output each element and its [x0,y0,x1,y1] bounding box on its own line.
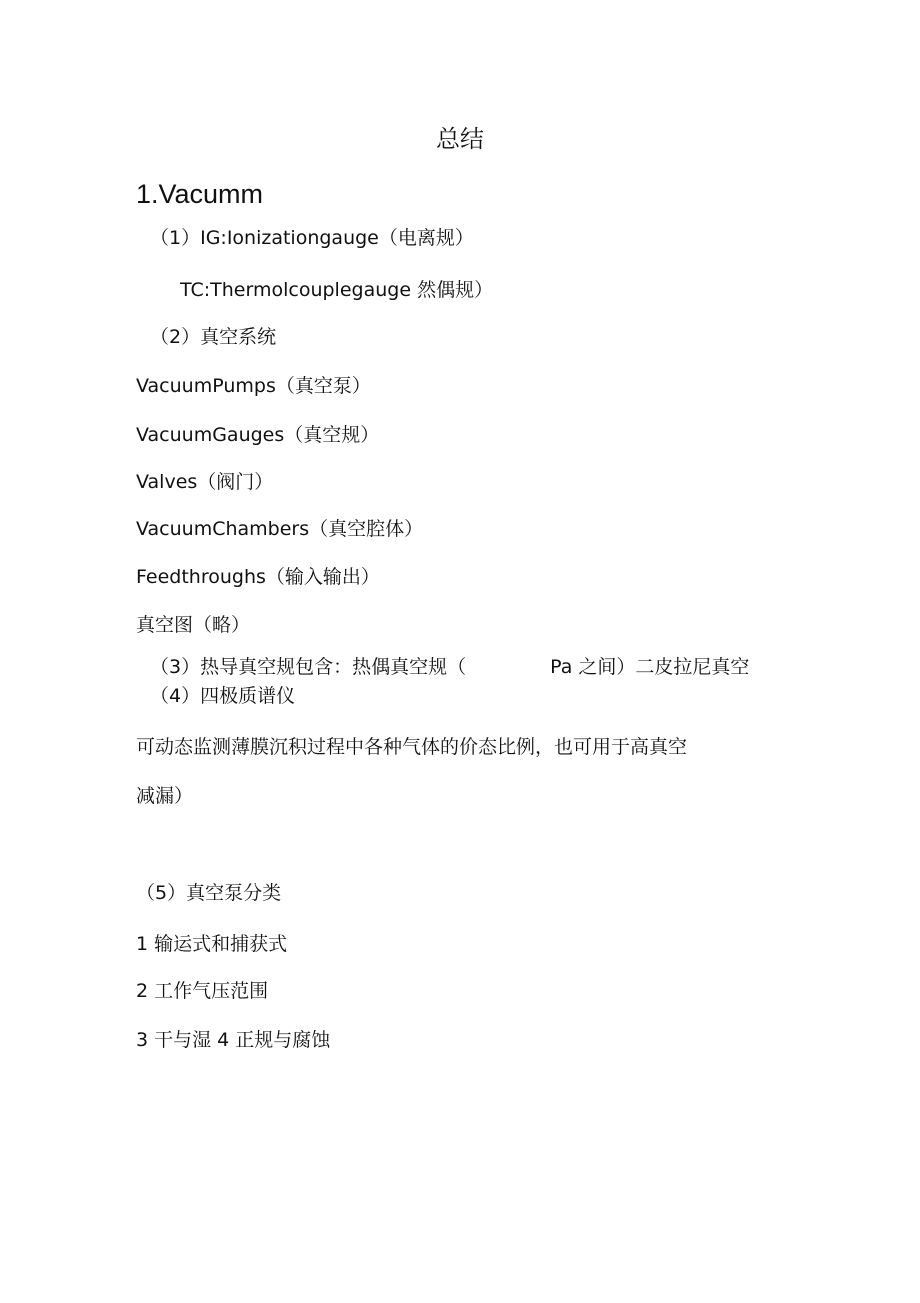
tc-line: TC:Thermolcouplegauge 然偶规） [180,279,494,301]
classification-item-1: 1 输运式和捕获式 [136,933,288,955]
feedthroughs-line: Feedthroughs（输入输出） [136,566,380,588]
thermal-gauge-text-left: （3）热导真空规包含：热偶真空规（ [150,656,467,678]
vacuum-pump-classification-heading: （5）真空泵分类 [136,882,282,904]
vacuum-diagram-line: 真空图（略） [136,614,251,636]
ig-line: （1）IG:Ionizationgauge（电离规） [150,227,474,249]
quadrupole-mass-spectrometer-line: （4）四极质谱仪 [150,685,296,707]
classification-item-2: 2 工作气压范围 [136,980,269,1002]
vacuum-pumps-line: VacuumPumps（真空泵） [136,375,371,397]
vacuum-chambers-line: VacuumChambers（真空腔体） [136,518,424,540]
vacuum-gauges-line: VacuumGauges（真空规） [136,424,380,446]
monitoring-description-line: 可动态监测薄膜沉积过程中各种气体的价态比例，也可用于高真空 [136,736,688,758]
leak-detection-line: 减漏） [136,785,194,807]
valves-line: Valves（阀门） [136,471,274,493]
vacuum-system-heading: （2）真空系统 [150,326,277,348]
classification-item-3-4: 3 干与湿 4 正规与腐蚀 [136,1029,331,1051]
document-title: 总结 [436,125,484,153]
section-heading-vacuum: 1.Vacumm [136,179,264,209]
thermal-gauge-text-right: Pa 之间）二皮拉尼真空 [550,656,750,678]
thermal-conductivity-gauge-line [150,655,749,679]
